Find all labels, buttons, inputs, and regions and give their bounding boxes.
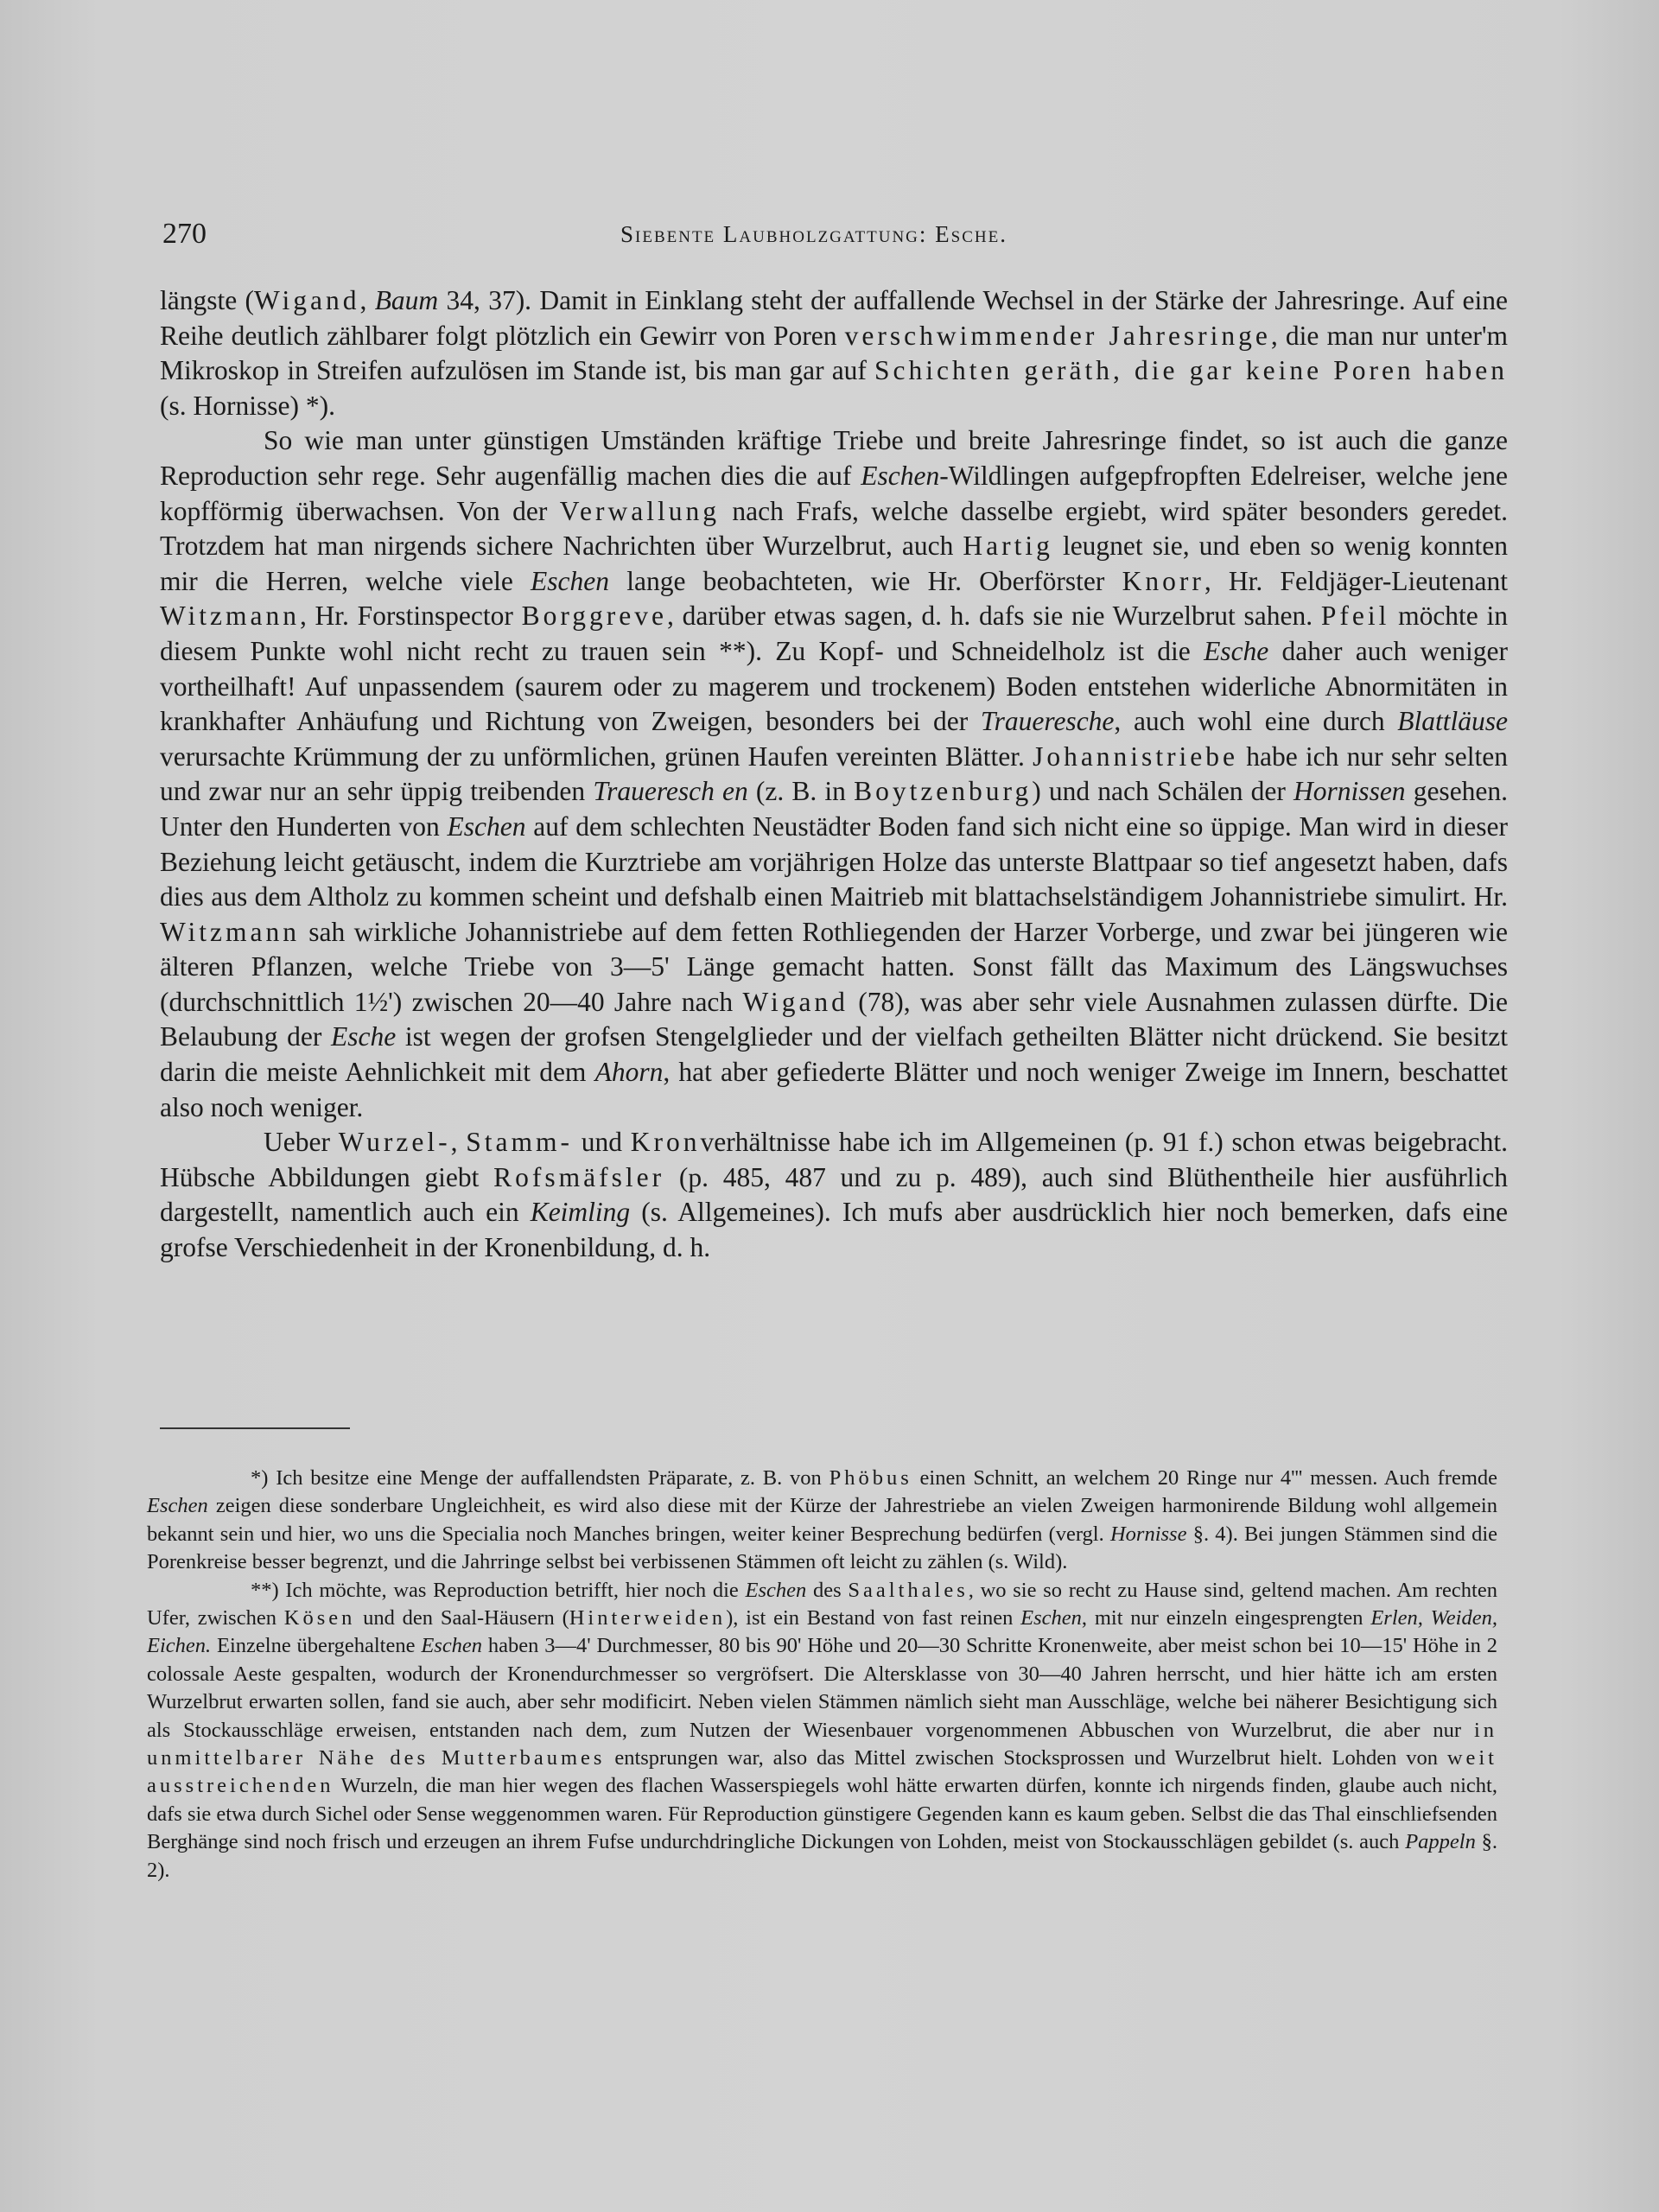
person-name: Borggreve (521, 601, 668, 632)
footnote-2 (147, 1577, 1497, 1885)
text-span: §. 2). (147, 1830, 1498, 1882)
text-span: des (806, 1578, 849, 1602)
text-span: (s. Allgemeines). Ich mufs aber ausdrücklich hier noch bemerken, dafs eine grofse Verschiedenheit in der Kronenbildung, d. h. (160, 1197, 1508, 1263)
text-span: und (573, 1127, 631, 1158)
author-name: Pfeil (1320, 601, 1390, 632)
page-header (162, 218, 1510, 261)
text-span: (s. Hornisse) *). (160, 390, 335, 421)
text-span: lange beobachteten, wie Hr. Oberförster (609, 565, 1122, 596)
person-name: Witzmann (160, 601, 300, 632)
place-name: Hinterweiden (569, 1606, 727, 1630)
species-name: Eschen (147, 1494, 208, 1518)
text-span: Einzelne übergehaltene (211, 1634, 422, 1658)
text-span: , (359, 285, 375, 315)
emphasized-text: in unmittelbarer Nähe des Mutterbaumes (147, 1718, 1497, 1770)
person-name: Witzmann (160, 916, 300, 947)
paragraph-3 (160, 1125, 1508, 1265)
text-span: **) Ich möchte, was Reproduction betrifft, hier noch die (251, 1578, 746, 1602)
text-span: (p. 485, 487 und zu p. 489), auch sind Blüthentheile hier ausführlich dargestellt, namentlich auch ein (160, 1161, 1508, 1228)
text-span: Ueber (264, 1127, 339, 1158)
term: Keimling (530, 1197, 631, 1228)
text-span: ) und nach Schälen der (1032, 776, 1294, 807)
main-text (160, 283, 1508, 1266)
emphasized-text: Verwallung (559, 495, 720, 526)
paragraph-1 (160, 283, 1508, 423)
species-name: Eschen (745, 1578, 807, 1602)
text-span: , wo sie so recht zu Hause sind, geltend machen. Am rechten Ufer, zwischen (147, 1578, 1497, 1630)
author-name: Hartig (963, 531, 1053, 562)
species-name: Ahorn (594, 1057, 664, 1088)
text-span: So wie man unter günstigen Umständen kräftige Triebe und breite Jahresringe findet, so ist auch die ganze Reproduction sehr rege. Sehr augenfällig machen dies die auf (160, 425, 1508, 491)
text-span: , Hr. Feldjäger-Lieutenant (1204, 565, 1508, 596)
text-span: ist wegen der grofsen Stengelglieder und der vielfach getheilten Blätter nicht drückend. Sie besitzt darin die meiste Aehnlichkeit mit dem (160, 1021, 1509, 1088)
text-span: ), ist ein Bestand von fast reinen (726, 1606, 1021, 1630)
running-title: Siebente Laubholzgattung: Esche. (620, 221, 1007, 247)
text-span: nach Frafs, welche dasselbe ergiebt, wird später besonders geredet. Trotzdem hat man nirgends sichere Nachrichten über Wurzelbrut, auch (160, 495, 1508, 562)
footnotes (147, 1465, 1497, 1885)
text-span: , auch wohl eine durch (1114, 706, 1398, 737)
text-span: einen Schnitt, an welchem 20 Ringe nur 4''' messen. Auch fremde (912, 1466, 1497, 1490)
emphasized-text: Johannistriebe (1033, 741, 1239, 772)
species-name: Pappeln (1405, 1830, 1476, 1854)
text-span: gesehen. Unter den Hunderten von (160, 776, 1509, 842)
text-span: , mit nur einzeln eingesprengten (1081, 1606, 1371, 1630)
insect-name: Blattläuse (1397, 706, 1508, 737)
author-name: Rofsmäfsler (493, 1161, 665, 1192)
emphasized-text: Stamm- (466, 1127, 573, 1158)
place-name: Saalthales (848, 1578, 969, 1602)
place-name: Kösen (283, 1606, 356, 1630)
text-span: längste ( (160, 285, 255, 315)
emphasized-text: Kron (630, 1127, 701, 1158)
footnote-1 (147, 1465, 1497, 1577)
person-name: Knorr (1122, 565, 1205, 596)
species-name: Eschen (421, 1634, 483, 1658)
text-span: , die man nur unter'm Mikroskop in Streifen aufzulösen im Stande ist, bis man gar auf (160, 320, 1509, 386)
text-span: haben 3—4' Durchmesser, 80 bis 90' Höhe und 20—30 Schritte Kronenweite, aber meist schon bei 10—15' Höhe in 2 colossale Aeste gespalten, wodurch der Kronendurchmesser so vergröfsert. Die Altersklasse von 30—40 Jahren herrscht, und hier hätte ich am ersten Wurzelbrut erwarten sollen, fand sie auch, aber sehr modificirt. Neben vielen Stämmen nämlich sieht man Ausschläge, welche bei näherer Besichtigung sich als Stockausschläge erweisen, entstanden nach dem, zum Nutzen der Wiesenbauer vorgenommenen Abbuschen von Wurzelbrut, die aber nur (147, 1634, 1497, 1742)
text-span: 34, 37). Damit in Einklang steht der auffallende Wechsel in der Stärke der Jahresringe. Auf eine Reihe deutlich zählbarer folgt plötzlich ein Gewirr von Poren (160, 285, 1509, 351)
insect-name: Hornissen (1294, 776, 1406, 807)
emphasized-text: Wurzel- (338, 1127, 451, 1158)
text-span: leugnet sie, und eben so wenig konnten mir die Herren, welche viele (160, 531, 1508, 596)
paragraph-2 (160, 423, 1508, 1125)
text-span: , (450, 1127, 467, 1158)
person-name: Phöbus (829, 1466, 912, 1490)
text-span: möchte in diesem Punkte wohl nicht recht zu trauen sein **). Zu Kopf- und Schneidelholz ist die (160, 601, 1509, 666)
text-span: , hat aber gefiederte Blätter und noch weniger Zweige im Innern, beschattet also noch weniger. (160, 1057, 1508, 1122)
species-name: Eschen (531, 565, 609, 596)
text-span: (78), was aber sehr viele Ausnahmen zulassen dürfte. Die Belaubung der (160, 986, 1508, 1052)
text-span: auf dem schlechten Neustädter Boden fand sich nicht eine so üppige. Man wird in dieser Beziehung leicht getäuscht, indem die Kurztriebe am vorjährigen Holze das unterste Blattpaar so tief angesetzt haben, dafs dies aus dem Altholz zu kommen scheint und defshalb einen Maitrieb mit blattachselständigem Johannistriebe simulirt. Hr. (160, 810, 1509, 912)
species-name: Traueresch en (593, 776, 748, 807)
text-span: , darüber etwas sagen, d. h. dafs sie nie Wurzelbrut sahen. (667, 601, 1321, 632)
species-name: Eschen (861, 460, 940, 491)
text-span: und den Saal-Häusern ( (355, 1606, 569, 1630)
footnote-separator (160, 1427, 350, 1429)
text-span: , Hr. Forstinspector (299, 601, 522, 632)
page-number: 270 (162, 218, 207, 250)
work-title: Baum (374, 285, 439, 315)
emphasized-text: verschwimmender Jahresringe (844, 320, 1271, 351)
species-name: Esche (330, 1021, 397, 1052)
text-span: zeigen diese sonderbare Ungleichheit, es wird also diese mit der Kürze der Jahrestriebe an vielen Zweigen harmonirende Bildung wohl allgemein bekannt sein und hier, wo uns die Specialia noch Manches bringen, weiter keiner Besprechung bedürfen (vergl. (147, 1494, 1497, 1546)
text-span: (z. B. in (747, 776, 855, 807)
text-span: daher auch weniger vortheilhaft! Auf unpassendem (saurem oder zu magerem und trockenem) Boden entstehen widerliche Abnormitäten in krankhafter Anhäufung und Richtung von Zweigen, besonders bei der (160, 635, 1508, 737)
author-name: Wigand (742, 986, 849, 1017)
text-span: Wurzeln, die man hier wegen des flachen Wasserspiegels wohl hätte erwarten dürfen, konnte ich nirgends finden, glaube auch nicht, dafs sie etwa durch Sichel oder Sense weggenommen waren. Für Reproduction günstigere Gegenden kann es kaum geben. Selbst die das Thal einschliefsenden Berghänge sind noch frisch und erzeugen an ihrem Fufse undurchdringliche Dickungen von Lohden, meist von Stockausschlägen gebildet (s. auch (147, 1774, 1497, 1854)
emphasized-text: weit ausstreichenden (147, 1746, 1497, 1798)
text-span: -Wildlingen aufgepfropften Edelreiser, welche jene kopfförmig überwachsen. Von der (160, 460, 1508, 526)
species-name: Erlen, Weiden, Eichen. (147, 1606, 1497, 1658)
text-span: habe ich nur sehr selten und zwar nur an sehr üppig treibenden (160, 741, 1508, 807)
species-name: Eschen (1020, 1606, 1082, 1630)
text-span: entsprungen war, also das Mittel zwischen Stocksprossen und Wurzelbrut hielt. Lohden von (605, 1746, 1447, 1770)
species-name: Traueresche (980, 706, 1115, 737)
emphasized-text: Schichten geräth, die gar keine Poren haben (874, 355, 1508, 386)
place-name: Boytzenburg (854, 776, 1033, 807)
species-name: Esche (1204, 635, 1269, 666)
author-name: Wigand (254, 285, 360, 315)
insect-name: Hornisse (1109, 1522, 1187, 1546)
text-span: *) Ich besitze eine Menge der auffallendsten Präparate, z. B. von (251, 1466, 830, 1490)
text-span: verursachte Krümmung der zu unförmlichen, grünen Haufen vereinten Blätter. (160, 741, 1033, 772)
text-span: verhältnisse habe ich im Allgemeinen (p. 91 f.) schon etwas beigebracht. Hübsche Abbildungen giebt (160, 1127, 1509, 1192)
species-name: Eschen (447, 810, 526, 842)
text-span: §. 4). Bei jungen Stämmen sind die Porenkreise besser begrenzt, und die Jahrringe selbst bei verbissenen Stämmen oft leicht zu zählen (s. Wild). (147, 1522, 1497, 1574)
text-span: sah wirkliche Johannistriebe auf dem fetten Rothliegenden der Harzer Vorberge, und zwar bei jüngeren wie älteren Pflanzen, welche Triebe von 3—5' Länge gemacht hatten. Sonst fällt das Maximum des Längswuchses (durchschnittlich 1½') zwischen 20—40 Jahre nach (160, 916, 1508, 1017)
